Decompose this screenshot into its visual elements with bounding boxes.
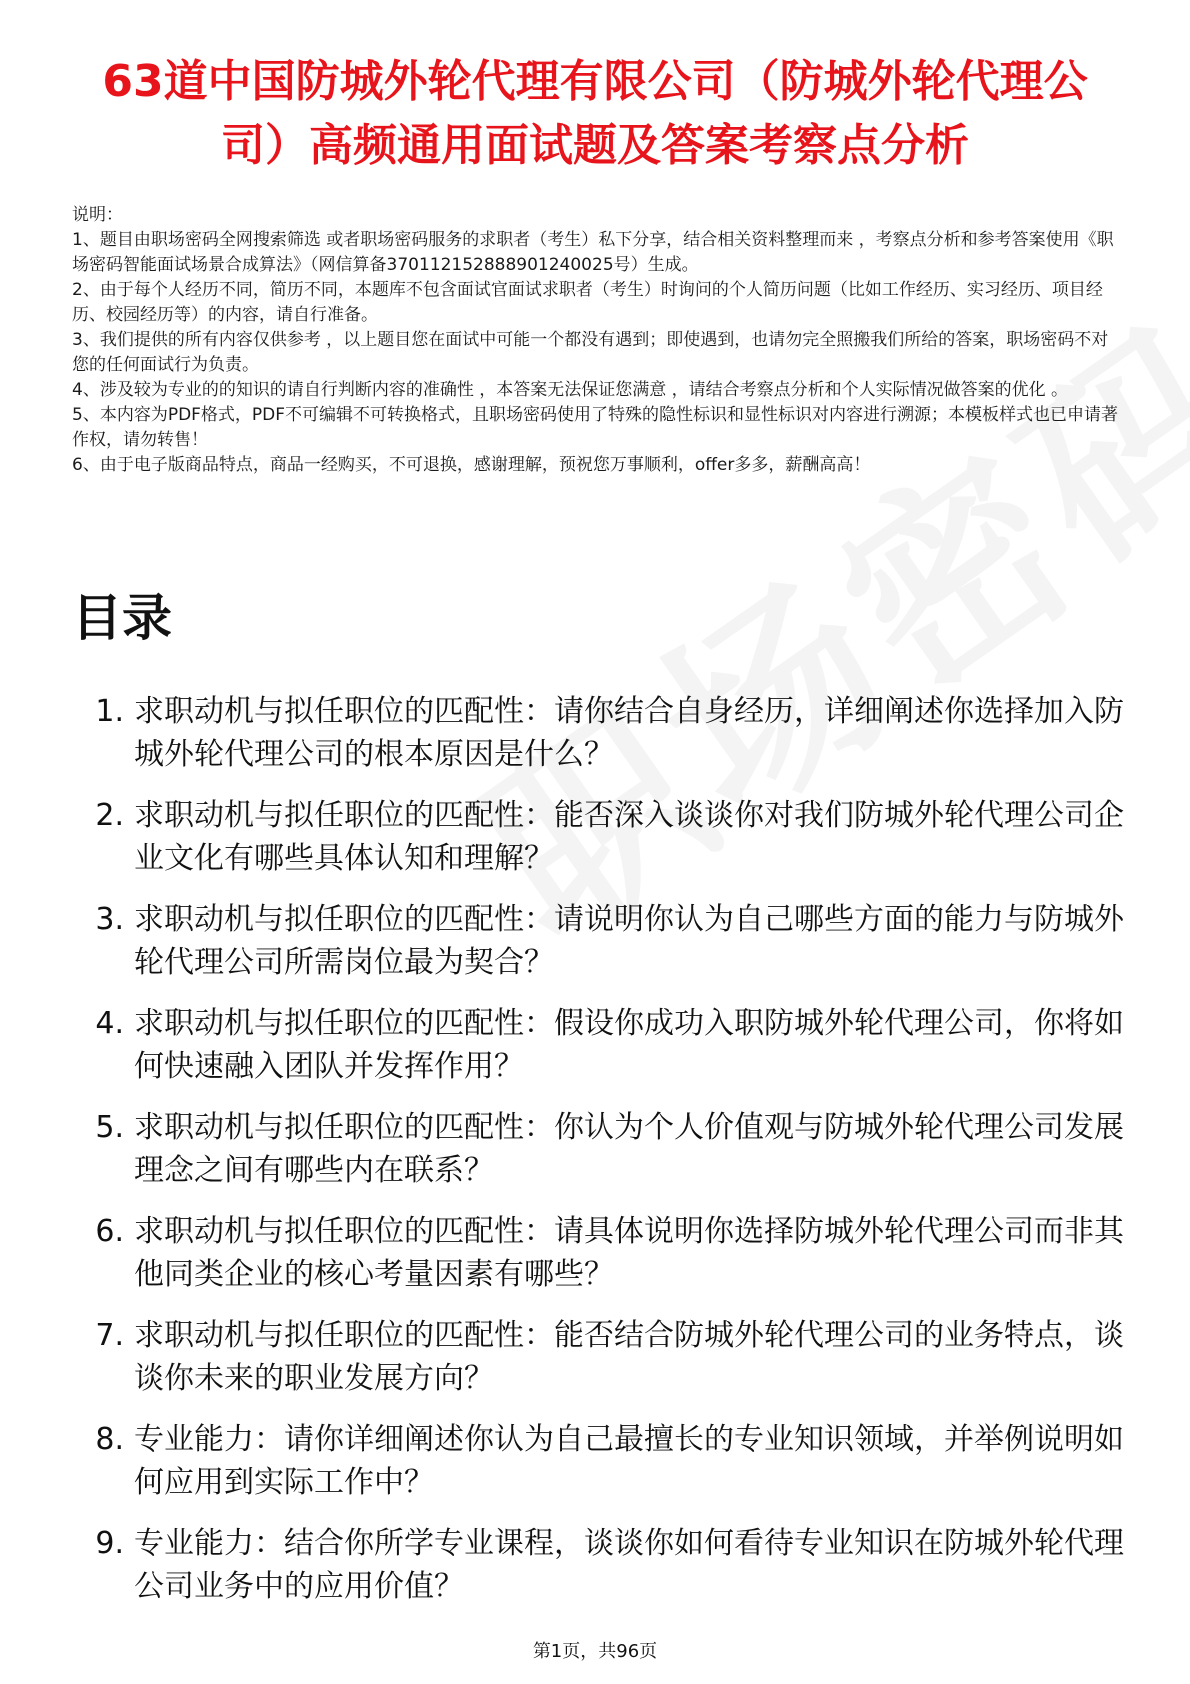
document-title: 63道中国防城外轮代理有限公司（防城外轮代理公司）高频通用面试题及答案考察点分析 [102,56,1088,171]
note-item: 2、由于每个人经历不同，简历不同，本题库不包含面试官面试求职者（考生）时询问的个人简历问题（比如工作经历、实习经历、项目经历、校园经历等）的内容，请自行准备。 [72,280,1103,325]
toc-item-text: 求职动机与拟任职位的匹配性：请你结合自身经历，详细阐述你选择加入防城外轮代理公司的根本原因是什么？ [134,694,1124,772]
toc-item-number: 7. [95,1318,124,1353]
toc-item-number: 5. [95,1110,124,1145]
toc-item-text: 专业能力：请你详细阐述你认为自己最擅长的专业知识领域，并举例说明如何应用到实际工作中？ [134,1422,1124,1500]
toc-item-number: 1. [95,694,124,729]
toc-item-number: 2. [95,798,124,833]
toc-item[interactable] [72,794,1122,898]
toc-heading: 目录 [72,589,172,647]
toc-item[interactable] [72,1314,1122,1418]
page-number: 第1页，共96页 [532,1641,658,1662]
toc-item[interactable] [72,1106,1122,1210]
toc-item-text: 求职动机与拟任职位的匹配性：能否深入谈谈你对我们防城外轮代理公司企业文化有哪些具体认知和理解？ [134,798,1124,876]
toc-item[interactable] [72,898,1122,1002]
toc-item-text: 求职动机与拟任职位的匹配性：能否结合防城外轮代理公司的业务特点，谈谈你未来的职业发展方向？ [134,1318,1124,1396]
note-item: 6、由于电子版商品特点，商品一经购买，不可退换，感谢理解，预祝您万事顺利，offer多多，薪酬高高！ [72,455,871,475]
note-item: 1、题目由职场密码全网搜索筛选 或者职场密码服务的求职者（考生）私下分享，结合相关资料整理而来 ，考察点分析和参考答案使用《职场密码智能面试场景合成算法》（网信算备370112152888901240025号）生成。 [72,230,1114,275]
toc-item-text: 求职动机与拟任职位的匹配性：你认为个人价值观与防城外轮代理公司发展理念之间有哪些内在联系？ [134,1110,1124,1188]
toc-item[interactable] [72,1002,1122,1106]
toc-item[interactable] [72,690,1122,794]
toc-item-text: 求职动机与拟任职位的匹配性：请具体说明你选择防城外轮代理公司而非其他同类企业的核心考量因素有哪些？ [134,1214,1124,1292]
toc-list [72,690,1122,1626]
notes-section [72,203,1122,478]
notes-heading: 说明： [72,205,123,225]
toc-item-text: 专业能力：结合你所学专业课程，谈谈你如何看待专业知识在防城外轮代理公司业务中的应用价值？ [134,1526,1124,1604]
toc-item-number: 9. [95,1526,124,1561]
toc-item[interactable] [72,1522,1122,1626]
toc-item[interactable] [72,1210,1122,1314]
toc-item-number: 3. [95,902,124,937]
toc-item-number: 6. [95,1214,124,1249]
toc-item-number: 8. [95,1422,124,1457]
note-item: 4、涉及较为专业的的知识的请自行判断内容的准确性 ，本答案无法保证您满意 ，请结合考察点分析和个人实际情况做答案的优化 。 [72,380,1069,400]
toc-item-text: 求职动机与拟任职位的匹配性：请说明你认为自己哪些方面的能力与防城外轮代理公司所需岗位最为契合？ [134,902,1124,980]
toc-item-number: 4. [95,1006,124,1041]
note-item: 5、本内容为PDF格式，PDF不可编辑不可转换格式，且职场密码使用了特殊的隐性标识和显性标识对内容进行溯源；本模板样式也已申请著作权，请勿转售！ [72,405,1119,450]
toc-item-text: 求职动机与拟任职位的匹配性：假设你成功入职防城外轮代理公司，你将如何快速融入团队并发挥作用？ [134,1006,1124,1084]
note-item: 3、我们提供的所有内容仅供参考 ，以上题目您在面试中可能一个都没有遇到；即使遇到，也请勿完全照搬我们所给的答案，职场密码不对您的任何面试行为负责。 [72,330,1109,375]
toc-item[interactable] [72,1418,1122,1522]
